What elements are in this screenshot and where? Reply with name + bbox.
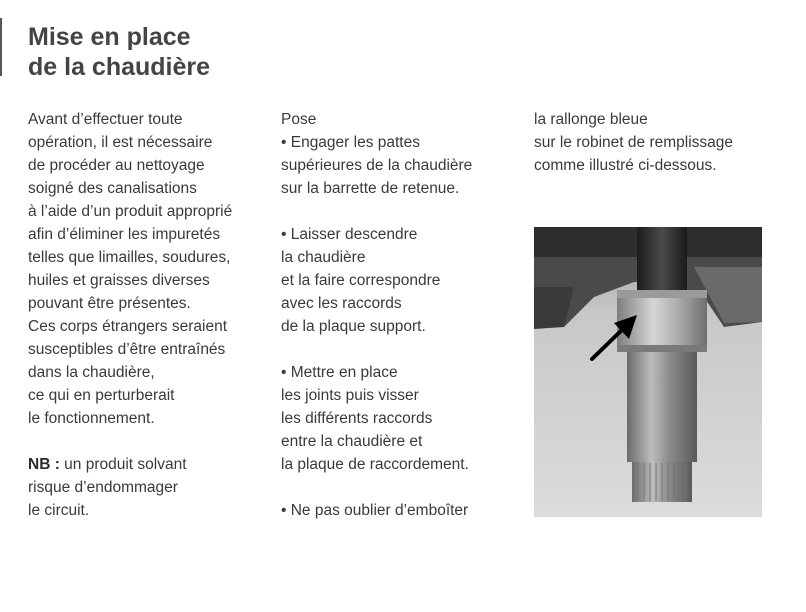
column-intro [28, 108, 268, 522]
column-continuation [534, 108, 774, 177]
left-margin-rule [0, 18, 2, 76]
note-label: NB : [28, 456, 60, 473]
body-line: ce qui en perturberait [28, 387, 175, 404]
step-line: sur la barrette de retenue. [281, 180, 460, 197]
column-pose [281, 108, 521, 522]
step-line: les différents raccords [281, 410, 433, 427]
step-line: avec les raccords [281, 295, 402, 312]
note-text: un produit solvant [59, 456, 187, 473]
step-line: la plaque de raccordement. [281, 456, 469, 473]
section-heading: Pose [281, 111, 317, 128]
body-line: à l’aide d’un produit approprié [28, 203, 233, 220]
body-line: comme illustré ci-dessous. [534, 157, 717, 174]
title-line-1: Mise en place [28, 23, 191, 51]
body-line: pouvant être présentes. [28, 295, 191, 312]
step-line: les joints puis visser [281, 387, 419, 404]
body-line: opération, il est nécessaire [28, 134, 213, 151]
step-line: la chaudière [281, 249, 366, 266]
step-line: • Ne pas oublier d’emboîter [281, 502, 469, 519]
body-line: Ces corps étrangers seraient [28, 318, 228, 335]
step-line: supérieures de la chaudière [281, 157, 473, 174]
body-line: huiles et graisses diverses [28, 272, 210, 289]
paragraph-gap [281, 200, 521, 223]
step-line: et la faire correspondre [281, 272, 441, 289]
step-line: entre la chaudière et [281, 433, 423, 450]
body-line: telles que limailles, soudures, [28, 249, 231, 266]
note-line: risque d’endommager [28, 479, 178, 496]
body-line: de procéder au nettoyage [28, 157, 205, 174]
paragraph-gap [281, 476, 521, 499]
paragraph-gap [281, 338, 521, 361]
page-title [28, 22, 210, 82]
step-line: • Laisser descendre [281, 226, 418, 243]
body-line: la rallonge bleue [534, 111, 648, 128]
body-line: susceptibles d’être entraînés [28, 341, 226, 358]
filling-tap-photo [534, 227, 762, 517]
note-line: le circuit. [28, 502, 90, 519]
body-line: sur le robinet de remplissage [534, 134, 734, 151]
title-line-2: de la chaudière [28, 53, 211, 81]
body-line: dans la chaudière, [28, 364, 155, 381]
step-line: • Mettre en place [281, 364, 398, 381]
body-line: Avant d’effectuer toute [28, 111, 183, 128]
body-line: soigné des canalisations [28, 180, 197, 197]
step-line: • Engager les pattes [281, 134, 420, 151]
note-line [28, 453, 268, 476]
body-line: le fonctionnement. [28, 410, 155, 427]
body-line: afin d’éliminer les impuretés [28, 226, 221, 243]
paragraph-gap [28, 430, 268, 453]
step-line: de la plaque support. [281, 318, 426, 335]
